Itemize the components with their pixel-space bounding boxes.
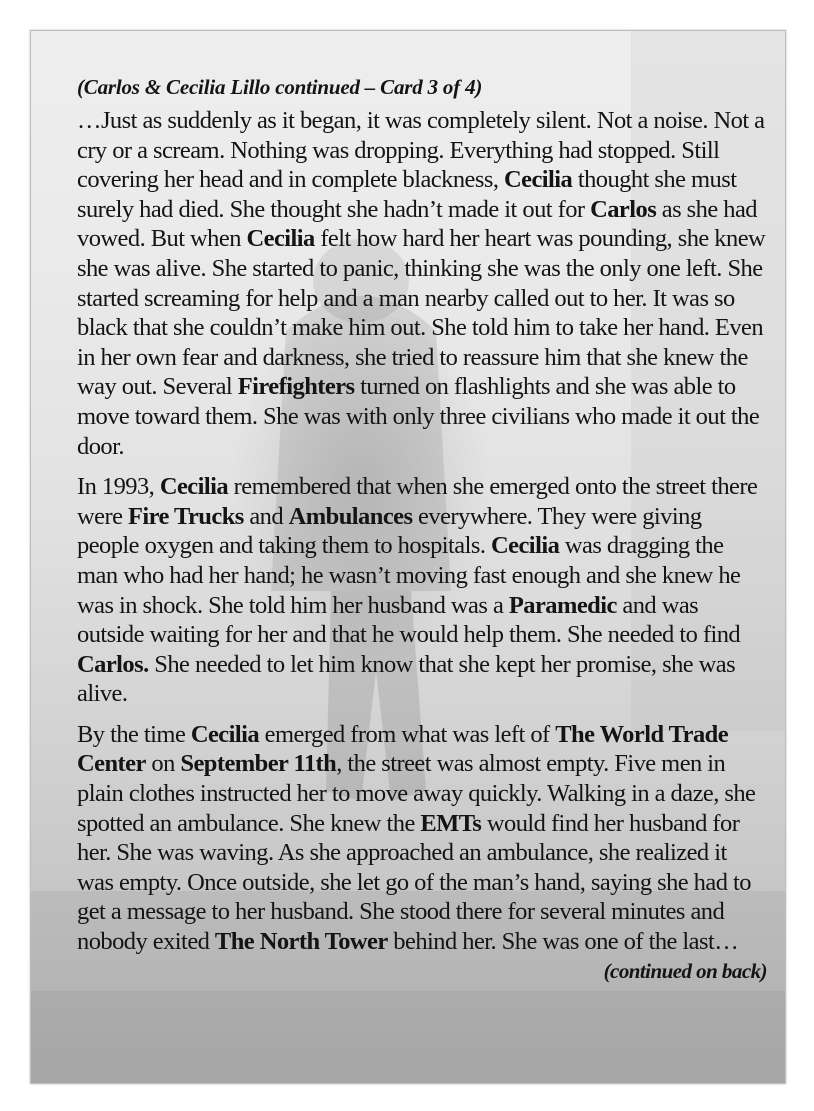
text-run: felt how hard her heart was pounding, she knew she was alive. She started to panic, thinking she was the only one left. She started screaming for help and a man nearby called out to her. It was so black that she couldn’t make him out. She told him to take her hand. Even in her own fear and darkness, she tried to reassure him that she knew the way out. Several [77, 225, 766, 401]
bold-name: Cecilia [246, 225, 315, 253]
text-run: and [243, 502, 289, 530]
bold-name: Firefighters [237, 373, 355, 401]
text-run: thought she must surely had died. She thought she hadn’t made it out for [77, 166, 737, 223]
text-run: on [145, 750, 181, 778]
bold-name: Cecilia [491, 532, 560, 560]
text-run: as she had vowed. But when [77, 195, 757, 253]
paragraph [77, 472, 767, 709]
card-header: (Carlos & Cecilia Lillo continued – Card 3 of 4) [77, 75, 483, 99]
paragraph [77, 720, 767, 983]
bold-name: Cecilia [503, 166, 573, 194]
text-run: In 1993, [77, 473, 160, 501]
bold-name: Carlos. [77, 650, 149, 678]
paragraph [77, 106, 767, 461]
text-run: , the street was almost empty. Five men in plain clothes instructed her to move away quickly. Walking in a daze, she spotted an ambulance. She knew the [77, 750, 756, 837]
bold-name: Cecilia [190, 720, 260, 748]
bold-name: September 11th [180, 750, 337, 778]
bold-name: Ambulances [288, 502, 413, 530]
bold-name: Carlos [590, 195, 657, 223]
text-run: emerged from what was left of [259, 720, 556, 748]
text-run: remembered that when she emerged onto the street there were [77, 473, 758, 530]
bold-name: Paramedic [508, 591, 617, 619]
bold-name: The North Tower [214, 928, 388, 956]
text-run: …Just as suddenly as it began, it was completely silent. Not a noise. Not a cry or a scream. Nothing was dropping. Everything had stopped. Still covering her head and in complete blackness, [77, 107, 765, 194]
text-run: behind her. She was one of the last… [387, 928, 739, 956]
text-run: and was outside waiting for her and that he would help them. She needed to find [77, 591, 741, 649]
text-run: She needed to let him know that she kept her promise, she was alive. [77, 650, 736, 708]
text-run: everywhere. They were giving people oxygen and taking them to hospitals. [77, 502, 702, 560]
bold-name: The World Trade Center [77, 720, 729, 778]
text-run: was dragging the man who had her hand; he wasn’t moving fast enough and she knew he was in shock. She told him her husband was a [77, 532, 741, 619]
text-run: would find her husband for her. She was waving. As she approached an ambulance, she realized it was empty. Once outside, she let go of the man’s hand, saying she had to get a message to her husband. She stood there for several minutes and nobody exited [77, 809, 751, 956]
trading-card [30, 30, 786, 1084]
bold-name: Cecilia [159, 473, 229, 501]
bold-name: Fire Trucks [127, 502, 244, 530]
text-run: turned on flashlights and she was able to move toward them. She was with only three civilians who made it out the door. [77, 373, 760, 460]
continued-note: (continued on back) [603, 958, 767, 983]
card-text [77, 75, 767, 986]
text-run: By the time [77, 720, 191, 748]
bold-name: EMTs [420, 809, 482, 837]
